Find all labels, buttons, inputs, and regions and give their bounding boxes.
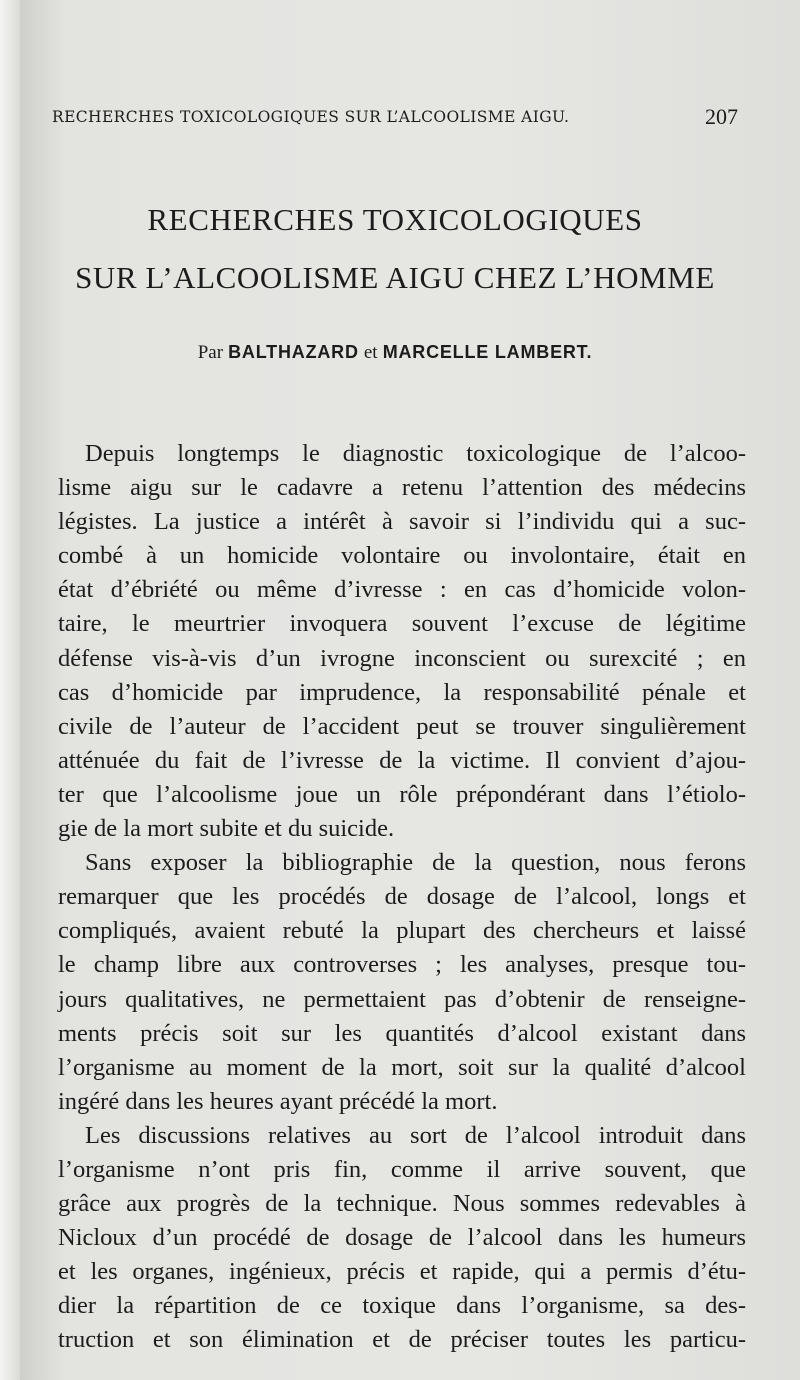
text-line: légistes. La justice a intérêt à savoir si l’individu qui a suc- bbox=[58, 508, 746, 536]
page-margin-shadow bbox=[0, 0, 22, 1380]
byline bbox=[60, 342, 730, 364]
article-title-line-2: SUR L’ALCOOLISME AIGU CHEZ L’HOMME bbox=[75, 260, 715, 295]
text-line: le champ libre aux controverses ; les analyses, presque tou- bbox=[58, 951, 746, 979]
page-number: 207 bbox=[705, 104, 738, 129]
text-line: truction et son élimination et de préciser toutes les particu- bbox=[58, 1326, 746, 1354]
running-title: RECHERCHES TOXICOLOGIQUES SUR L’ALCOOLISME AIGU. bbox=[52, 108, 570, 126]
text-line: et les organes, ingénieux, précis et rapide, qui a permis d’étu- bbox=[58, 1258, 746, 1286]
text-line: l’organisme n’ont pris fin, comme il arrive souvent, que bbox=[58, 1155, 746, 1183]
text-line: Nicloux d’un procédé de dosage de l’alcool dans les humeurs bbox=[58, 1224, 746, 1252]
body-text bbox=[58, 437, 746, 1358]
text-line: compliqués, avaient rebuté la plupart des chercheurs et laissé bbox=[58, 917, 746, 945]
article-title-line-1: RECHERCHES TOXICOLOGIQUES bbox=[147, 202, 643, 237]
running-header bbox=[52, 104, 738, 134]
text-line: jours qualitatives, ne permettaient pas d’obtenir de renseigne- bbox=[58, 985, 746, 1013]
byline-conjunction: et bbox=[363, 342, 378, 363]
text-line: civile de l’auteur de l’accident peut se trouver singulièrement bbox=[58, 712, 746, 740]
text-line: Depuis longtemps le diagnostic toxicologique de l’alcoo- bbox=[85, 440, 746, 467]
text-line: ingéré dans les heures ayant précédé la mort. bbox=[58, 1087, 498, 1115]
author-1: BALTHAZARD bbox=[228, 342, 359, 362]
text-line: grâce aux progrès de la technique. Nous sommes redevables à bbox=[58, 1190, 746, 1218]
text-line: remarquer que les procédés de dosage de l’alcool, longs et bbox=[58, 883, 746, 911]
author-2: MARCELLE LAMBERT. bbox=[382, 342, 593, 362]
text-line: cas d’homicide par imprudence, la responsabilité pénale et bbox=[58, 678, 746, 706]
text-line: gie de la mort subite et du suicide. bbox=[58, 815, 395, 843]
text-line: taire, le meurtrier invoquera souvent l’excuse de légitime bbox=[58, 610, 746, 638]
text-line: lisme aigu sur le cadavre a retenu l’attention des médecins bbox=[58, 474, 746, 502]
text-line: l’organisme au moment de la mort, soit sur la qualité d’alcool bbox=[58, 1053, 746, 1081]
text-line: état d’ébriété ou même d’ivresse : en cas d’homicide volon- bbox=[58, 576, 746, 604]
text-line: défense vis-à-vis d’un ivrogne inconscient ou surexcité ; en bbox=[58, 644, 746, 672]
text-line: atténuée du fait de l’ivresse de la victime. Il convient d’ajou- bbox=[58, 746, 746, 774]
text-line: ments précis soit sur les quantités d’alcool existant dans bbox=[58, 1019, 746, 1047]
text-line: combé à un homicide volontaire ou involontaire, était en bbox=[58, 542, 746, 570]
byline-prefix: Par bbox=[197, 342, 224, 363]
text-line: Les discussions relatives au sort de l’alcool introduit dans bbox=[85, 1121, 746, 1149]
text-line: Sans exposer la bibliographie de la question, nous ferons bbox=[85, 849, 746, 877]
text-line: ter que l’alcoolisme joue un rôle prépondérant dans l’étiolo- bbox=[58, 780, 746, 808]
text-line: dier la répartition de ce toxique dans l’organisme, sa des- bbox=[58, 1292, 746, 1320]
